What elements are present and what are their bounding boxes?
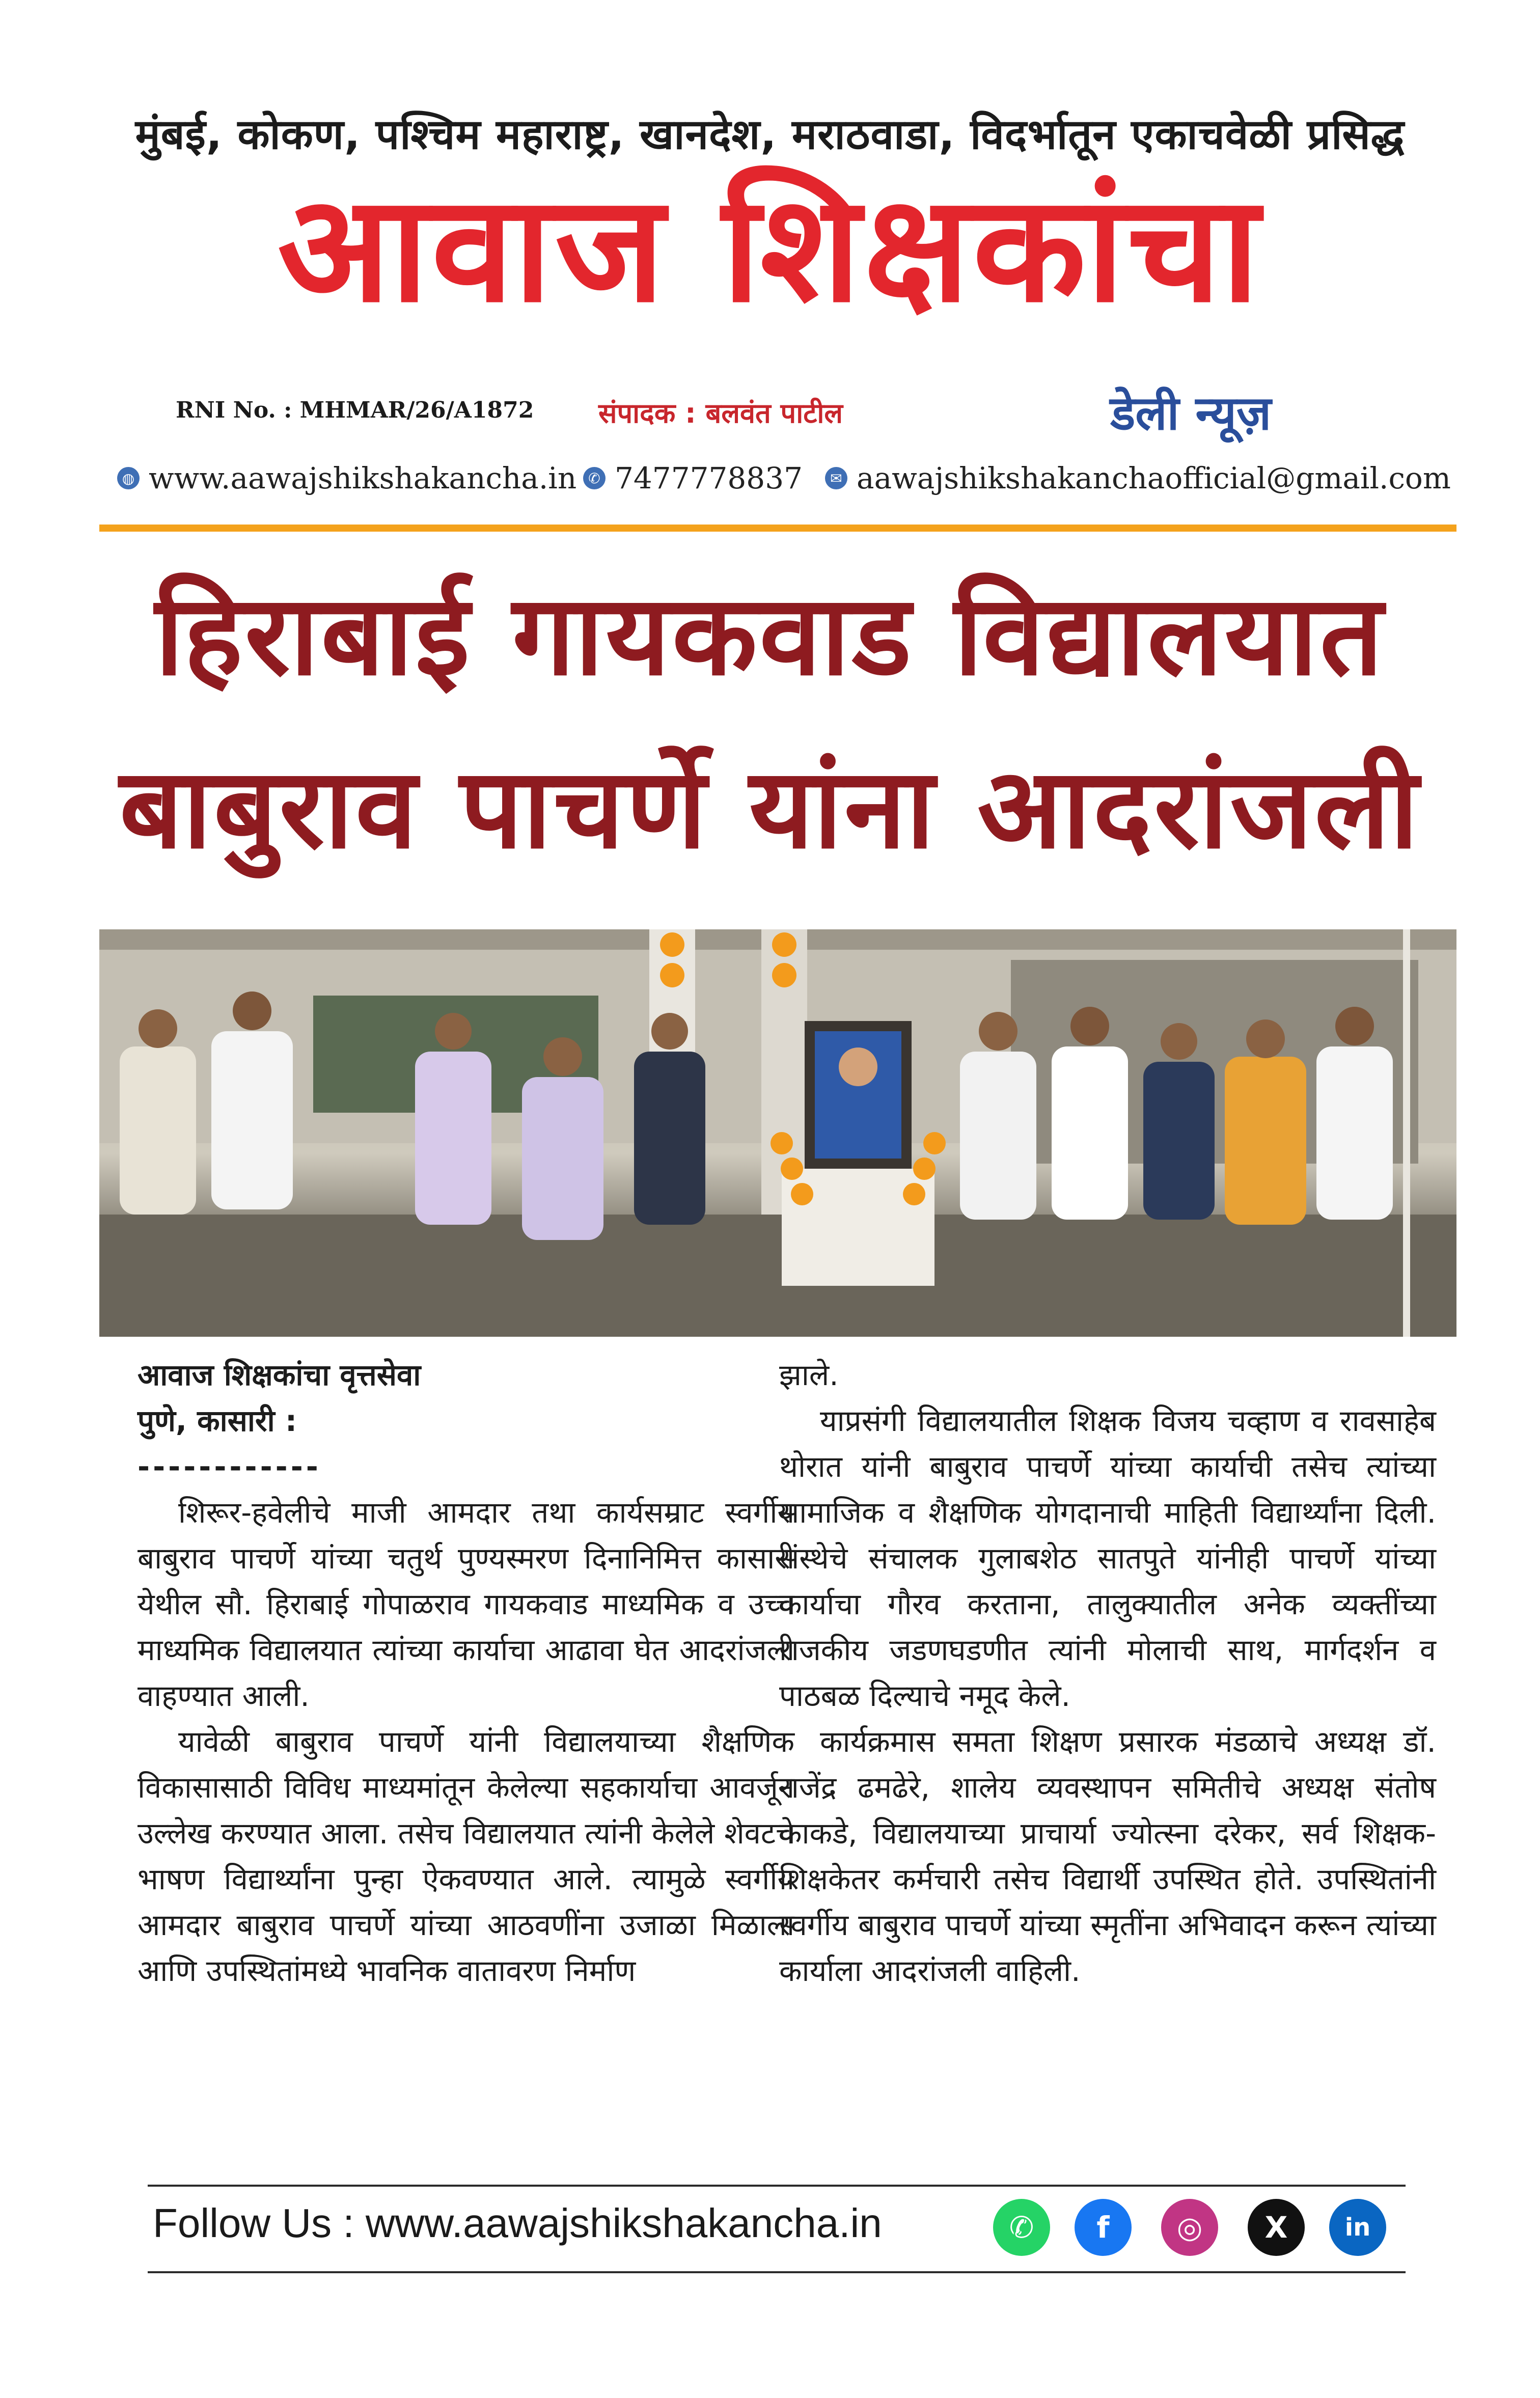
article-column-right — [779, 1352, 1436, 1994]
rni-number: RNI No. : MHMAR/26/A1872 — [176, 397, 534, 423]
article-photo — [99, 929, 1456, 1337]
daily-news-label: डेली न्यूज़ — [1110, 386, 1272, 440]
footer-top-rule — [148, 2185, 1406, 2187]
article-paragraph: शिरूर-हवेलीचे माजी आमदार तथा कार्यसम्राट स्वर्गीय बाबुराव पाचर्णे यांच्या चतुर्थ पुण्यस्मरण दिनानिमित्त कासारी येथील सौ. हिराबाई गोपाळराव गायकवाड माध्यमिक व उच्च माध्यमिक विद्यालयात त्यांच्या कार्याचा आढावा घेत आदरांजली वाहण्यात आली. — [138, 1495, 794, 1713]
editor-name: संपादक : बलवंत पाटील — [598, 397, 843, 429]
article-photo-illustration — [99, 929, 1456, 1337]
website-contact[interactable] — [117, 461, 576, 495]
header-divider — [99, 525, 1456, 532]
phone-icon: ✆ — [583, 467, 606, 489]
article-paragraph: याप्रसंगी विद्यालयातील शिक्षक विजय चव्हाण व रावसाहेब थोरात यांनी बाबुराव पाचर्णे यांच्या कार्याची तसेच त्यांच्या सामाजिक व शैक्षणिक योगदानाची माहिती विद्यार्थ्यांना दिली. संस्थेचे संचालक गुलाबशेठ सातपुते यांनीही पाचर्णे यांच्या कार्याचा गौरव करताना, तालुक्यातील अनेक व्यक्तींच्या राजकीय जडणघडणीत त्यांनी मोलाची साथ, मार्गदर्शन व पाठबळ दिल्याचे नमूद केले. — [779, 1403, 1436, 1713]
footer-bottom-rule — [148, 2271, 1406, 2273]
mail-icon: ✉ — [825, 467, 847, 489]
facebook-icon[interactable]: f — [1075, 2199, 1132, 2256]
follow-us-text[interactable]: Follow Us : www.aawajshikshakancha.in — [153, 2200, 882, 2246]
article-byline: आवाज शिक्षकांचा वृत्तसेवा — [138, 1358, 421, 1392]
article-dateline: पुणे, कासारी : — [138, 1403, 297, 1438]
website-link[interactable]: www.aawajshikshakancha.in — [149, 461, 577, 495]
masthead-title: आवाज शिक्षकांचा — [277, 163, 1263, 335]
linkedin-icon[interactable]: in — [1329, 2199, 1386, 2256]
article-paragraph: यावेळी बाबुराव पाचर्णे यांनी विद्यालयाच्या शैक्षणिक विकासासाठी विविध माध्यमांतून केलेल्या सहकार्याचा आवर्जून उल्लेख करण्यात आला. तसेच विद्यालयात त्यांनी केलेले शेवटचे भाषण विद्यार्थ्यांना पुन्हा ऐकवण्यात आले. त्यामुळे स्वर्गीय आमदार बाबुराव पाचर्णे यांच्या आठवणींना उजाळा मिळाला आणि उपस्थितांमध्ये भावनिक वातावरण निर्माण — [138, 1724, 794, 1988]
whatsapp-icon[interactable]: ✆ — [993, 2199, 1050, 2256]
article-column-left — [138, 1352, 794, 1994]
article-paragraph: कार्यक्रमास समता शिक्षण प्रसारक मंडळाचे अध्यक्ष डॉ. राजेंद्र ढमढेरे, शालेय व्यवस्थापन समितीचे अध्यक्ष संतोष काकडे, विद्यालयाच्या प्राचार्या ज्योत्स्ना दरेकर, सर्व शिक्षक-शिक्षकेतर कर्मचारी तसेच विद्यार्थी उपस्थित होते. उपस्थितांनी स्वर्गीय बाबुराव पाचर्णे यांच्या स्मृतींना अभिवादन करून त्यांच्या कार्याला आदरांजली वाहिली. — [779, 1724, 1436, 1988]
phone-number[interactable]: 7477778837 — [615, 461, 803, 495]
x-icon[interactable]: X — [1248, 2199, 1305, 2256]
phone-contact[interactable] — [583, 461, 803, 495]
byline-separator: ------------ — [138, 1449, 321, 1484]
instagram-icon[interactable]: ◎ — [1161, 2199, 1218, 2256]
masthead-tagline: मुंबई, कोकण, पश्चिम महाराष्ट्र, खानदेश, मराठवाडा, विदर्भातून एकाचवेळी प्रसिद्ध — [135, 111, 1405, 159]
article-paragraph-continued: झाले. — [779, 1358, 839, 1392]
headline-line-2: बाबुराव पाचर्णे यांना आदरांजली — [119, 745, 1421, 873]
headline-line-1: हिराबाई गायकवाड विद्यालयात — [155, 571, 1385, 700]
globe-icon: ◍ — [117, 467, 140, 489]
email-contact[interactable] — [825, 461, 1451, 495]
email-address[interactable]: aawajshikshakanchaofficial@gmail.com — [857, 461, 1451, 495]
